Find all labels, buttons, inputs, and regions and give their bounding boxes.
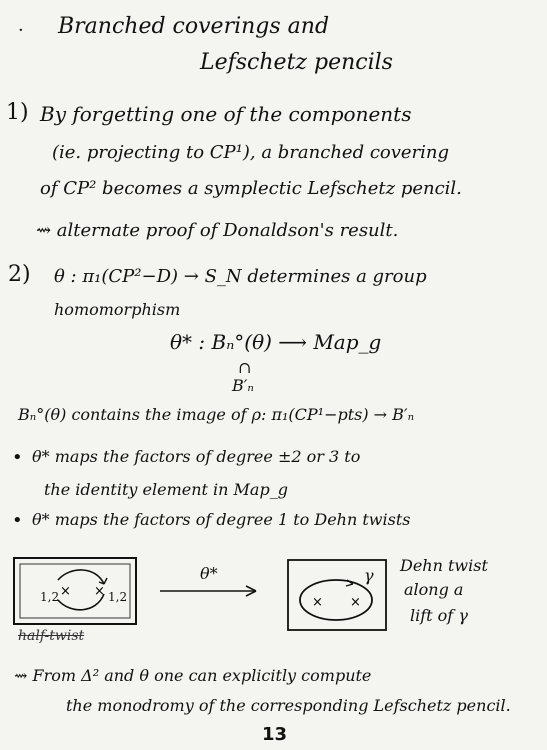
title-line-2: Lefschetz pencils [200, 50, 393, 75]
page-number: 13 [262, 724, 288, 745]
conclusion-line-2: the monodromy of the corresponding Lefschetz pencil. [66, 696, 511, 715]
bn-prime: B′ₙ [232, 376, 254, 395]
dehn-text-2: along a [404, 580, 464, 599]
item-1-line-4: ⇝ alternate proof of Donaldson's result. [36, 220, 399, 241]
dehn-text-1: Dehn twist [400, 556, 488, 575]
contains-line: Bₙ°(θ) contains the image of ρ: π₁(CP¹−pts) → B′ₙ [18, 405, 415, 424]
dehn-text-3: lift of γ [410, 606, 468, 625]
bullet-1-line-1: θ* maps the factors of degree ±2 or 3 to [32, 447, 361, 466]
margin-dot: · [18, 20, 24, 41]
item-1-line-2: (ie. projecting to CP¹), a branched covering [52, 142, 450, 163]
bullet-1-line-2: the identity element in Map_g [44, 480, 288, 499]
left-label-2: 1,2 [108, 590, 128, 604]
item-1-number: 1) [6, 100, 29, 125]
bullet-1-dot: • [12, 447, 23, 468]
item-2-line-1: θ : π₁(CP²−D) → S_N determines a group [54, 266, 427, 287]
left-label-1: 1,2 [40, 590, 60, 604]
theta-star-formula: θ* : Bₙ°(θ) ⟶ Map_g [170, 330, 382, 354]
svg-text:×: × [94, 584, 105, 599]
svg-text:×: × [312, 595, 323, 610]
arrow-label: θ* [200, 564, 218, 583]
item-2-line-2: homomorphism [54, 300, 181, 319]
gamma-label: γ [364, 566, 374, 585]
title-line-1: Branched coverings and [58, 14, 330, 39]
subset-symbol: ∩ [238, 358, 252, 377]
svg-text:×: × [350, 595, 361, 610]
half-twist-label: half-twist [18, 628, 85, 644]
bullet-2-line-1: θ* maps the factors of degree 1 to Dehn twists [32, 510, 411, 529]
conclusion-line-1: ⇝ From Δ² and θ one can explicitly compute [14, 666, 372, 685]
item-1-line-3: of CP² becomes a symplectic Lefschetz pencil. [40, 178, 462, 199]
item-1-line-1: By forgetting one of the components [40, 102, 412, 126]
item-2-number: 2) [8, 262, 31, 287]
svg-text:×: × [60, 584, 71, 599]
bullet-2-dot: • [12, 510, 23, 531]
